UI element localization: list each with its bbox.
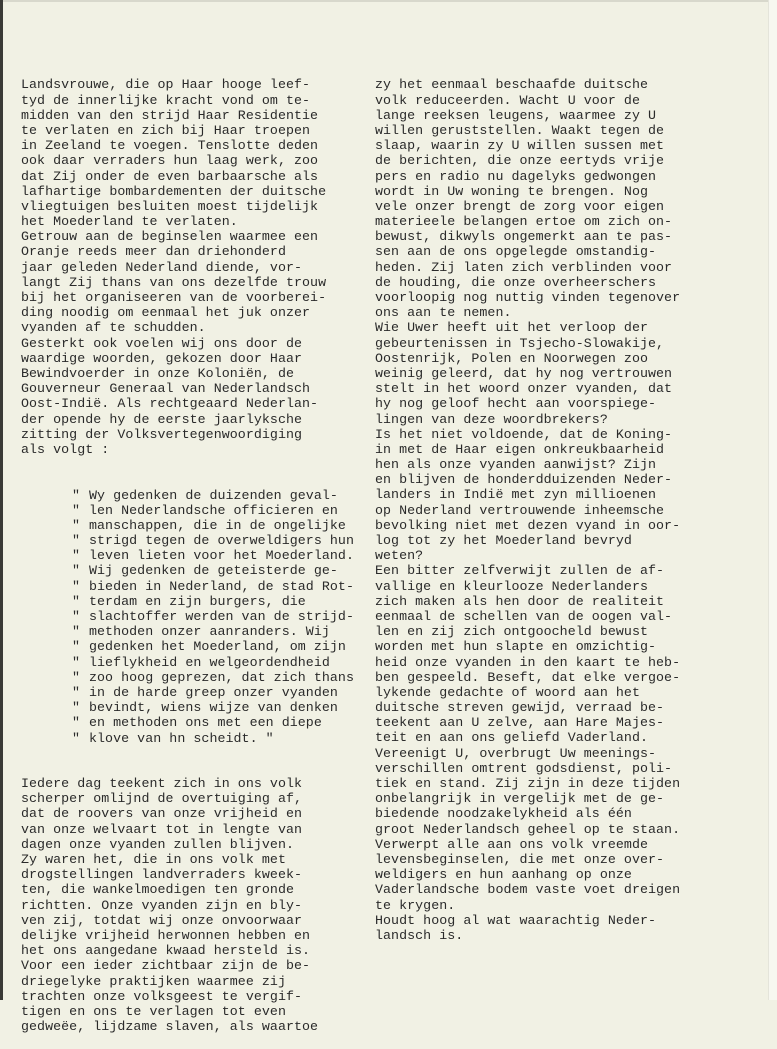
text-line: weten?	[375, 548, 424, 564]
left-outro-paragraphs	[21, 776, 371, 1034]
governor-quote	[21, 488, 371, 746]
quote-text: bevindt, wiens wijze van denken	[89, 700, 338, 716]
text-line: Oostenrijk, Polen en Noorwegen zoo	[375, 350, 649, 366]
text-line: groot Nederlandsch geheel op te staan.	[375, 821, 681, 837]
quote-text: klove van hn scheidt. "	[89, 730, 274, 746]
text-line: Gesterkt ook voelen wij ons door de	[21, 335, 303, 351]
quote-text: len Nederlandsche officieren en	[89, 502, 338, 518]
text-line: len en zij zich ontgoocheld bewust	[375, 624, 649, 640]
text-line: vallige en kleurlooze Nederlanders	[375, 578, 649, 594]
text-line: levensbeginselen, die met onze over-	[375, 851, 665, 867]
text-line: bevolking niet met dezen vyand in oor-	[375, 517, 681, 533]
text-line: onbelangrijk in vergelijk met de ge-	[375, 791, 665, 807]
quote-mark: "	[71, 624, 81, 640]
text-line: ook daar verraders hun laag werk, zoo	[21, 153, 319, 169]
quote-mark: "	[71, 578, 81, 594]
text-line: materieele belangen ertoe om zich on-	[375, 214, 673, 230]
text-line: in Zeeland te voegen. Tenslotte deden	[21, 138, 319, 154]
text-line: op Nederland vertrouwende inheemsche	[375, 502, 665, 518]
text-line: Landsvrouwe, die op Haar hooge leef-	[21, 77, 311, 93]
text-line: ons aan te nemen.	[375, 305, 512, 321]
quote-line	[21, 731, 371, 746]
text-line: Zy waren het, die in ons volk met	[21, 852, 286, 868]
text-line: lange reeksen leugens, waarmee zy U	[375, 107, 657, 123]
quote-line	[21, 639, 371, 654]
quote-text: bieden in Nederland, de stad Rot-	[89, 578, 354, 594]
quote-line	[21, 488, 371, 503]
text-line: Iedere dag teekent zich in ons volk	[21, 776, 303, 792]
quote-text: terdam en zijn burgers, die	[89, 593, 306, 609]
text-line: teekent aan U zelve, aan Hare Majes-	[375, 715, 665, 731]
text-line: eenmaal de schellen van de oogen val-	[375, 608, 673, 624]
quote-mark: "	[71, 654, 81, 670]
text-line: dat de roovers van onze vrijheid en	[21, 806, 303, 822]
text-line: richtten. Onze vyanden zijn en bly-	[21, 897, 303, 913]
quote-mark: "	[71, 533, 81, 549]
text-line: heid onze vyanden in den kaart te heb-	[375, 654, 681, 670]
text-line: drogstellingen landverraders kweek-	[21, 867, 303, 883]
text-line: bewust, dikwyls ongemerkt aan te pas-	[375, 229, 673, 245]
text-line: zich maken als hen door de realiteit	[375, 593, 665, 609]
text-line: dagen onze vyanden zullen blijven.	[21, 836, 295, 852]
quote-line	[21, 700, 371, 715]
quote-mark: "	[71, 563, 81, 579]
text-line: ten, die wankelmoedigen ten gronde	[21, 882, 295, 898]
text-line: Gouverneur Generaal van Nederlandsch	[21, 381, 311, 397]
quote-line	[21, 655, 371, 670]
quote-mark: "	[71, 639, 81, 655]
text-line: hy nog geloof hecht aan voorspiege-	[375, 396, 657, 412]
text-line: waardige woorden, gekozen door Haar	[21, 350, 303, 366]
quote-mark: "	[71, 730, 81, 746]
quote-text: lieflykheid en welgeordendheid	[89, 654, 330, 670]
text-line: in met de Haar eigen onkreukbaarheid	[375, 441, 665, 457]
quote-mark: "	[71, 593, 81, 609]
quote-mark: "	[71, 502, 81, 518]
text-line: Voor een ieder zichtbaar zijn de be-	[21, 958, 311, 974]
text-line: verschillen omtrent godsdienst, poli-	[375, 760, 673, 776]
text-line: biedende noodzakelykheid als één	[375, 806, 632, 822]
quote-text: slachtoffer werden van de strijd-	[89, 609, 354, 624]
quote-line	[21, 533, 371, 548]
text-line: lafhartige bombardementen der duitsche	[21, 183, 327, 199]
text-line: het Moederland te verlaten.	[21, 214, 238, 230]
quote-text: manschappen, die in de ongelijke	[89, 517, 346, 533]
right-column-paragraphs	[375, 77, 765, 943]
text-line: Oost-Indië. Als rechtgeaard Nederlan-	[21, 396, 319, 412]
text-line: Oranje reeds meer dan driehonderd	[21, 244, 286, 260]
text-line: volk reduceerden. Wacht U voor de	[375, 92, 640, 108]
right-column	[375, 47, 765, 958]
text-line: Verwerpt alle aan ons volk vreemde	[375, 836, 649, 852]
quote-mark: "	[71, 669, 81, 685]
text-line: tigen en ons te verlagen tot even	[21, 1003, 286, 1019]
text-line: en blijven de honderdduizenden Neder-	[375, 472, 673, 488]
quote-line	[21, 715, 371, 730]
text-line: landsch is.	[375, 927, 464, 943]
text-line: Is het niet voldoende, dat de Koning-	[375, 426, 673, 442]
text-line: vyanden af te schudden.	[21, 320, 206, 336]
quote-text: strigd tegen de overweldigers hun	[89, 533, 354, 549]
text-line: te verlaten en zich bij Haar troepen	[21, 122, 311, 138]
text-line: tiek en stand. Zij zijn in deze tijden	[375, 776, 681, 792]
left-intro-paragraphs	[21, 77, 371, 457]
text-line: voorloopig nog nuttig vinden tegenover	[375, 290, 681, 306]
text-line: van onze welvaart tot in lengte van	[21, 821, 303, 837]
text-line: Wie Uwer heeft uit het verloop der	[375, 320, 649, 336]
text-line: de houding, die onze overheerschers	[375, 274, 657, 290]
text-line: willen geruststellen. Waakt tegen de	[375, 122, 665, 138]
text-line: weinig geleerd, dat hy nog vertrouwen	[375, 365, 673, 381]
quote-text: leven lieten voor het Moederland.	[89, 548, 354, 564]
text-line: jaar geleden Nederland diende, vor-	[21, 259, 303, 275]
quote-line	[21, 624, 371, 639]
quote-line	[21, 579, 371, 594]
text-line: ding noodig om eenmaal het juk onzer	[21, 305, 311, 321]
quote-text: methoden onzer aanranders. Wij	[89, 624, 330, 640]
text-line: duitsche streven gewijd, verraad be-	[375, 700, 665, 716]
text-line: log tot zy het Moederland bevryd	[375, 533, 632, 549]
text-line: trachten onze volksgeest te vergif-	[21, 988, 303, 1004]
quote-mark: "	[71, 609, 81, 624]
text-line: pers en radio nu dagelyks gedwongen	[375, 168, 657, 184]
text-line: midden van den strijd Haar Residentie	[21, 107, 319, 123]
text-line: tyd de innerlijke kracht vond om te-	[21, 92, 311, 108]
text-line: dat Zij onder de even barbaarsche als	[21, 168, 319, 184]
text-line: te krygen.	[375, 897, 456, 913]
text-line: Getrouw aan de beginselen waarmee een	[21, 229, 319, 245]
text-line: bij het organiseeren van de voorberei-	[21, 290, 327, 306]
quote-mark: "	[71, 684, 81, 700]
text-line: gedweëe, lijdzame slaven, als waartoe	[21, 1019, 319, 1035]
text-line: gebeurtenissen in Tsjecho-Slowakije,	[375, 335, 665, 351]
quote-line	[21, 670, 371, 685]
text-line: delijke vrijheid herwonnen hebben en	[21, 927, 311, 943]
quote-text: en methoden ons met een diepe	[89, 715, 322, 731]
text-line: vliegtuigen besluiten moest tijdelijk	[21, 198, 319, 214]
quote-mark: "	[71, 715, 81, 731]
text-line: driegelyke praktijken waarmee zij	[21, 973, 286, 989]
left-column	[21, 47, 371, 1049]
text-line: langt Zij thans van ons dezelfde trouw	[21, 274, 327, 290]
text-line: Vereenigt U, overbrugt Uw meenings-	[375, 745, 657, 761]
quote-line	[21, 548, 371, 563]
text-line: heden. Zij laten zich verblinden voor	[375, 259, 673, 275]
text-line: als volgt :	[21, 441, 110, 457]
scan-edge-top	[0, 0, 777, 2]
quote-line	[21, 594, 371, 609]
text-line: ven zij, totdat wij onze onvoorwaar	[21, 912, 303, 928]
text-line: worden met hun slapte en omzichtig-	[375, 639, 657, 655]
text-line: het ons aangedane kwaad hersteld is.	[21, 943, 311, 959]
text-line: stelt in het woord onzer vyanden, dat	[375, 381, 673, 397]
text-line: zy het eenmaal beschaafde duitsche	[375, 77, 649, 93]
text-line: zitting der Volksvertegenwoordiging	[21, 426, 303, 442]
quote-text: gedenken het Moederland, om zijn	[89, 639, 346, 655]
quote-text: Wij gedenken de geteisterde ge-	[89, 563, 338, 579]
text-line: hen als onze vyanden aanwijst? Zijn	[375, 457, 657, 473]
quote-mark: "	[71, 487, 81, 503]
text-line: landers in Indië met zyn millioenen	[375, 487, 657, 503]
text-line: de berichten, die onze eertyds vrije	[375, 153, 665, 169]
text-line: scherper omlijnd de overtuiging af,	[21, 791, 303, 807]
quote-line	[21, 685, 371, 700]
text-line: der opende hy de eerste jaarlyksche	[21, 411, 303, 427]
quote-line	[21, 563, 371, 578]
quote-line	[21, 503, 371, 518]
text-line: weldigers en hun aanhang op onze	[375, 867, 632, 883]
text-line: sen aan de ons opgelegde omstandig-	[375, 244, 657, 260]
text-line: teit en aan ons geliefd Vaderland.	[375, 730, 649, 746]
text-line: lykende gedachte of woord aan het	[375, 684, 640, 700]
text-line: lingen van deze woordbrekers?	[375, 411, 608, 427]
quote-line	[21, 609, 371, 624]
text-line: vele onzer brengt de zorg voor eigen	[375, 198, 665, 214]
quote-line	[21, 518, 371, 533]
text-line: slaap, waarin zy U willen sussen met	[375, 138, 665, 154]
quote-text: Wy gedenken de duizenden geval-	[89, 487, 338, 503]
quote-mark: "	[71, 548, 81, 564]
text-line: Houdt hoog al wat waarachtig Neder-	[375, 912, 657, 928]
text-line: wordt in Uw woning te brengen. Nog	[375, 183, 649, 199]
quote-text: in de harde greep onzer vyanden	[89, 684, 338, 700]
text-line: Een bitter zelfverwijt zullen de af-	[375, 563, 665, 579]
quote-mark: "	[71, 517, 81, 533]
text-line: Bewindvoerder in onze Koloniën, de	[21, 365, 295, 381]
text-line: Vaderlandsche bodem vaste voet dreigen	[375, 882, 681, 898]
scan-edge-right	[768, 0, 777, 1000]
text-line: ben gespeeld. Beseft, dat elke vergoe-	[375, 669, 681, 685]
scan-edge-left	[0, 0, 3, 1000]
quote-text: zoo hoog geprezen, dat zich thans	[89, 669, 354, 685]
quote-mark: "	[71, 700, 81, 716]
